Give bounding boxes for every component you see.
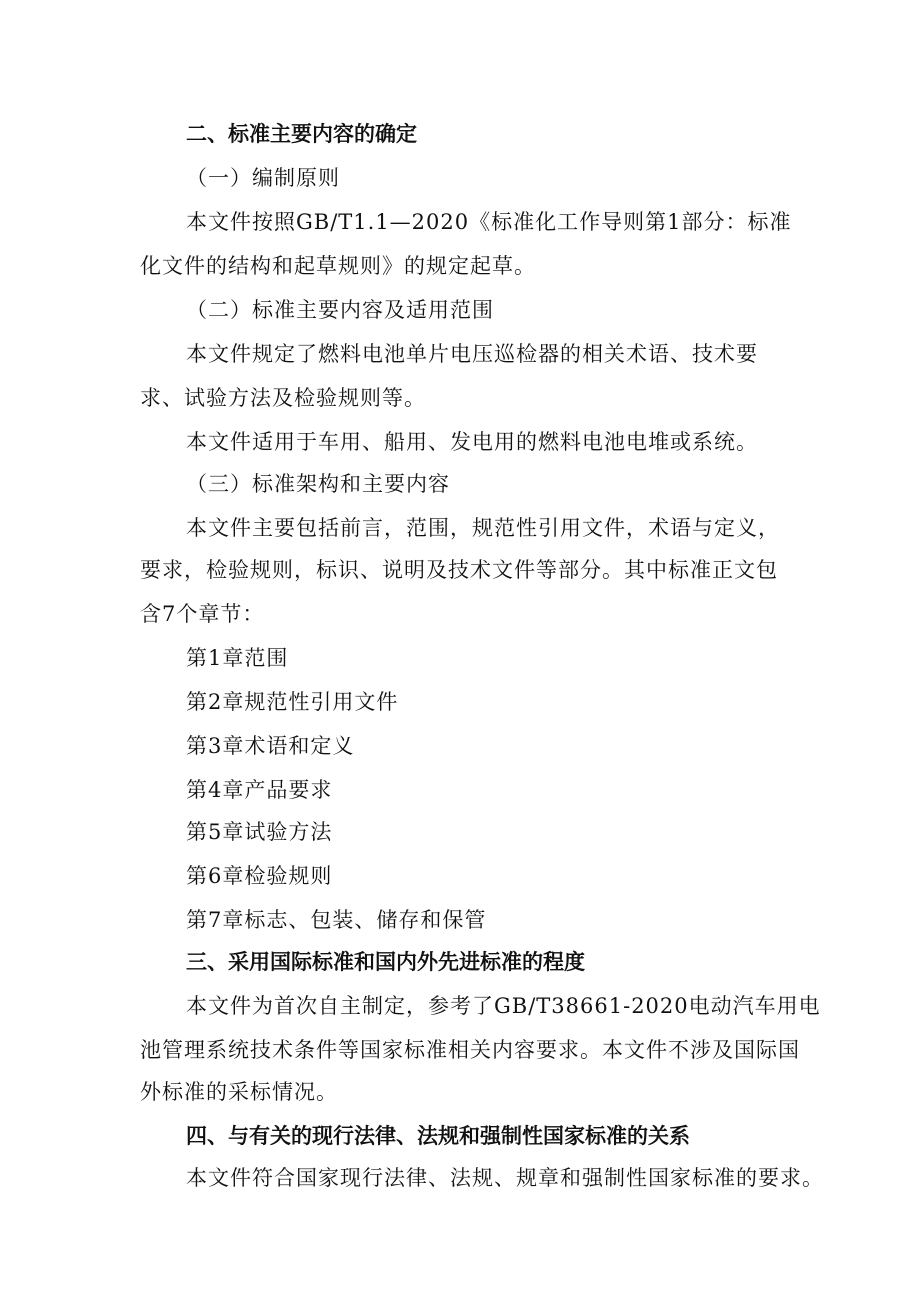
section-4-heading: 四、与有关的现行法律、法规和强制性国家标准的关系 [186,1124,690,1148]
section-3-heading: 三、采用国际标准和国内外先进标准的程度 [186,950,585,974]
subsection-1-title: （一）编制原则 [186,166,340,190]
section-2-heading: 二、标准主要内容的确定 [186,122,417,146]
chapter-list-item: 第5章试验方法 [186,820,333,844]
paragraph-line: 本文件适用于车用、船用、发电用的燃料电池电堆或系统。 [186,430,758,454]
paragraph-line: 本文件符合国家现行法律、法规、规章和强制性国家标准的要求。 [186,1166,824,1190]
paragraph-line: 本文件主要包括前言，范围，规范性引用文件，术语与定义， [186,516,780,540]
chapter-list-item: 第6章检验规则 [186,864,333,888]
paragraph-line: 本文件按照GB/T1.1—2020《标准化工作导则第1部分：标准 [186,210,792,234]
subsection-3-title: （三）标准架构和主要内容 [186,472,450,496]
chapter-list-item: 第2章规范性引用文件 [186,690,399,714]
paragraph-line: 池管理系统技术条件等国家标准相关内容要求。本文件不涉及国际国 [140,1038,800,1062]
chapter-list-item: 第1章范围 [186,646,289,670]
paragraph-line: 要求，检验规则，标识、说明及技术文件等部分。其中标准正文包 [140,558,778,582]
paragraph-line: 本文件为首次自主制定，参考了GB/T38661-2020电动汽车用电 [186,994,821,1018]
chapter-list-item: 第3章术语和定义 [186,734,355,758]
paragraph-line: 外标准的采标情况。 [140,1080,338,1104]
chapter-list-item: 第7章标志、包装、储存和保管 [186,908,487,932]
paragraph-line: 求、试验方法及检验规则等。 [140,386,426,410]
paragraph-line: 化文件的结构和起草规则》的规定起草。 [140,254,536,278]
subsection-2-title: （二）标准主要内容及适用范围 [186,298,494,322]
chapter-list-item: 第4章产品要求 [186,778,333,802]
paragraph-line: 含7个章节： [140,602,265,626]
paragraph-line: 本文件规定了燃料电池单片电压巡检器的相关术语、技术要 [186,342,758,366]
